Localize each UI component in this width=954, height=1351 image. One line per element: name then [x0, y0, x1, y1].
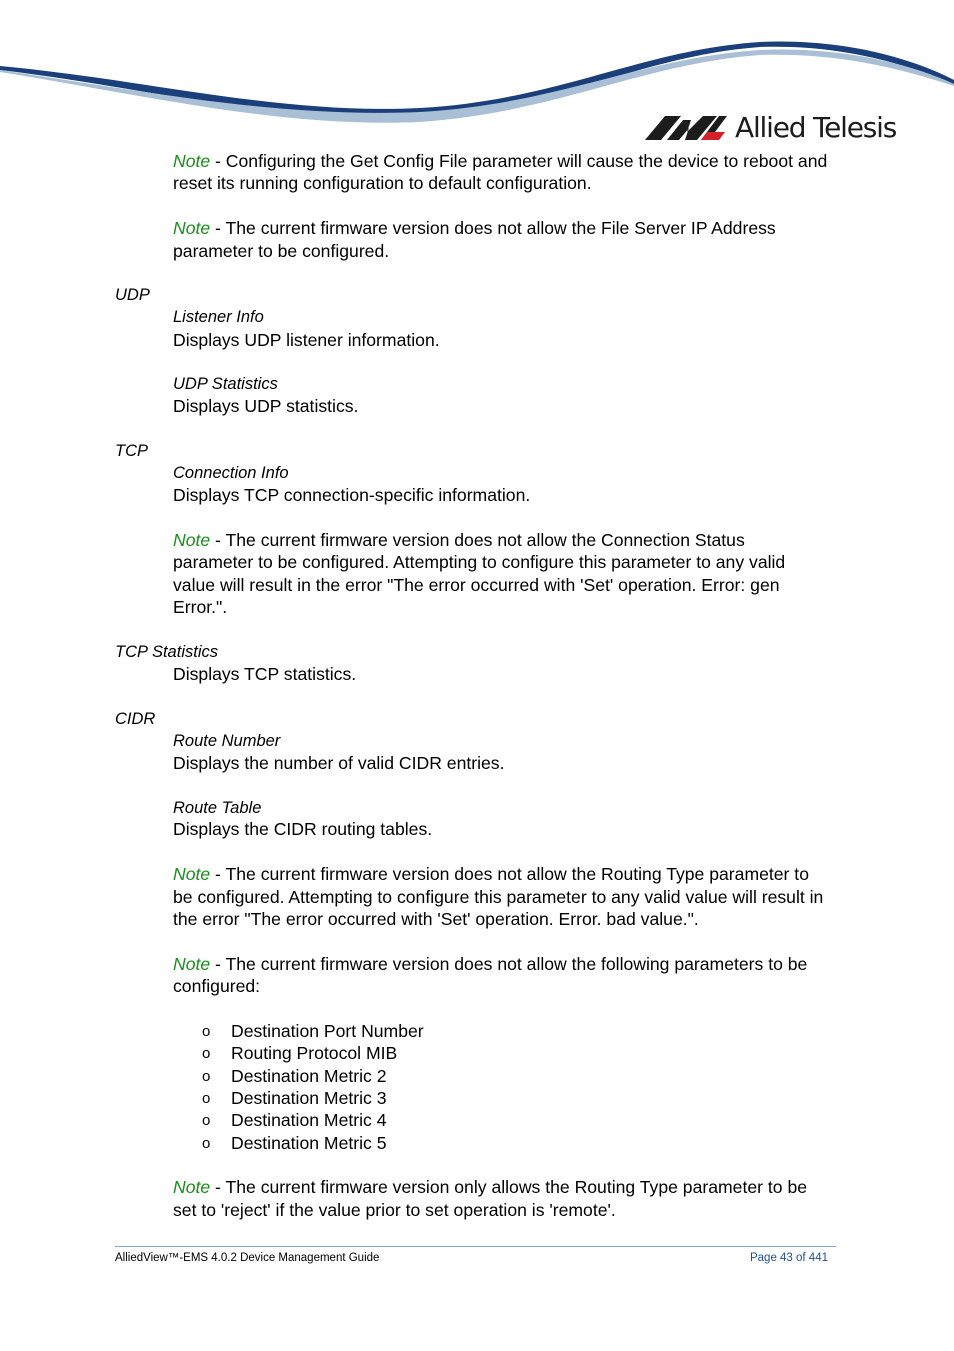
paragraph-line: be configured. Attempting to configure this parameter to any valid value will result in: [173, 887, 824, 907]
note-label: Note: [173, 954, 211, 974]
bullet-marker: o: [202, 1112, 211, 1129]
note-paragraph: Note - The current firmware version does not allow the Connection Status: [173, 530, 745, 550]
item-description: Displays TCP connection-specific information.: [173, 485, 531, 505]
paragraph-line: reset its running configuration to default configuration.: [173, 173, 592, 193]
paragraph-line: parameter to be configured. Attempting to configure this parameter to any valid: [173, 552, 786, 572]
allied-telesis-logo: [645, 108, 896, 148]
list-item: Destination Port Number: [231, 1021, 424, 1041]
item-title: Route Number: [173, 732, 281, 750]
note-label: Note: [173, 1177, 211, 1197]
list-item: Destination Metric 5: [231, 1133, 387, 1153]
footer-page-number: Page 43 of 441: [749, 1252, 828, 1264]
item-title: UDP Statistics: [173, 375, 278, 393]
bullet-marker: o: [202, 1045, 211, 1062]
section-heading-tcp: TCP: [115, 442, 148, 460]
allied-telesis-logo-icon: [645, 114, 727, 142]
bullet-marker: o: [202, 1135, 211, 1152]
logo-wordmark: Allied Telesis: [735, 111, 897, 144]
paragraph-line: value will result in the error "The error occurred with 'Set' operation. Error: gen: [173, 575, 780, 595]
list-item: Routing Protocol MIB: [231, 1043, 398, 1063]
footer-divider: [115, 1246, 836, 1247]
paragraph-line: parameter to be configured.: [173, 241, 390, 261]
paragraph-line: set to 'reject' if the value prior to set operation is 'remote'.: [173, 1200, 616, 1220]
note-label: Note: [173, 151, 211, 171]
note-paragraph: Note - Configuring the Get Config File parameter will cause the device to reboot and: [173, 151, 828, 171]
footer-document-title: AlliedView™-EMS 4.0.2 Device Management Guide: [115, 1252, 380, 1264]
item-description: Displays UDP statistics.: [173, 396, 359, 416]
note-paragraph: Note - The current firmware version only allows the Routing Type parameter to be: [173, 1177, 808, 1197]
item-title: Listener Info: [173, 308, 264, 326]
list-item: Destination Metric 3: [231, 1088, 387, 1108]
bullet-marker: o: [202, 1068, 211, 1085]
note-label: Note: [173, 218, 211, 238]
paragraph-line: the error "The error occurred with 'Set' operation. Error. bad value.".: [173, 909, 699, 929]
item-description: Displays the CIDR routing tables.: [173, 819, 433, 839]
item-description: Displays TCP statistics.: [173, 664, 357, 684]
note-label: Note: [173, 864, 211, 884]
section-heading-cidr: CIDR: [115, 710, 156, 728]
section-heading-udp: UDP: [115, 286, 150, 304]
bullet-marker: o: [202, 1023, 211, 1040]
bullet-marker: o: [202, 1090, 211, 1107]
note-paragraph: Note - The current firmware version does not allow the File Server IP Address: [173, 218, 776, 238]
item-title: Connection Info: [173, 464, 289, 482]
note-paragraph: Note - The current firmware version does not allow the following parameters to be: [173, 954, 808, 974]
item-title: Route Table: [173, 799, 262, 817]
note-label: Note: [173, 530, 211, 550]
paragraph-line: Error.".: [173, 597, 228, 617]
section-heading-tcp-statistics: TCP Statistics: [115, 643, 218, 661]
list-item: Destination Metric 2: [231, 1066, 387, 1086]
item-description: Displays the number of valid CIDR entries.: [173, 753, 505, 773]
item-description: Displays UDP listener information.: [173, 330, 440, 350]
note-paragraph: Note - The current firmware version does not allow the Routing Type parameter to: [173, 864, 809, 884]
paragraph-line: configured:: [173, 976, 261, 996]
list-item: Destination Metric 4: [231, 1110, 387, 1130]
